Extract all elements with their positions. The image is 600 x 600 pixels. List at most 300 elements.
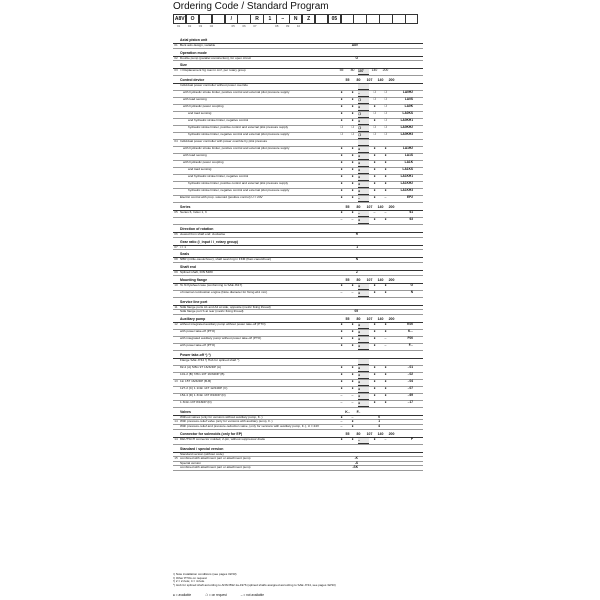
footnotes bbox=[173, 573, 423, 587]
row-text: hydraulic stroke limiter, negative control and external pilot pressure supply bbox=[188, 189, 290, 193]
position-number: 10 bbox=[296, 24, 301, 28]
order-code: K... bbox=[408, 328, 413, 333]
availability-cell: ● bbox=[358, 323, 369, 329]
column-header: 80 bbox=[356, 78, 361, 83]
availability-cell: ❍ bbox=[372, 132, 377, 137]
row-number: 12 bbox=[174, 321, 178, 326]
availability-cell: ● bbox=[384, 153, 387, 158]
availability-cell: – bbox=[384, 210, 387, 215]
order-code: K00 bbox=[407, 321, 413, 326]
availability-cell: ❍ bbox=[358, 112, 369, 118]
row-number: 03 bbox=[174, 68, 178, 73]
availability-cell: ● bbox=[340, 414, 343, 419]
availability-cell: ● bbox=[384, 188, 387, 193]
table-row bbox=[173, 401, 423, 408]
row-text: hydraulic stroke limiter, negative control and external pilot pressure supply bbox=[188, 133, 290, 137]
order-code: O bbox=[355, 55, 358, 60]
code-box bbox=[366, 14, 379, 24]
availability-cell: ● bbox=[373, 160, 376, 165]
availability-cell: ● bbox=[384, 371, 387, 376]
availability-cell: ● bbox=[340, 181, 343, 186]
row-text: and hydraulic stroke limiter, negative control bbox=[188, 175, 249, 179]
row-number: 08 bbox=[174, 257, 178, 262]
legend-item: – = not available bbox=[240, 593, 265, 597]
availability-cell: ● bbox=[351, 195, 354, 200]
column-header: 107 bbox=[366, 316, 373, 321]
availability-cell: – bbox=[340, 217, 343, 222]
availability-cell: ❍ bbox=[372, 125, 377, 130]
row-text: with load sensing bbox=[183, 98, 207, 102]
availability-cell: ● bbox=[340, 321, 343, 326]
order-code: LA1S bbox=[404, 153, 413, 158]
order-code: ..69 bbox=[407, 392, 413, 397]
column-header: 140 bbox=[377, 316, 384, 321]
availability-cell: ● bbox=[340, 97, 343, 102]
order-code: EP2 bbox=[406, 195, 413, 200]
availability-cell: ❍ bbox=[358, 133, 369, 139]
row-text: Special version bbox=[180, 461, 201, 465]
availability-cell: – bbox=[373, 210, 376, 215]
availability-cell: ● bbox=[340, 364, 343, 369]
availability-cell: ● bbox=[373, 282, 376, 287]
position-number: 06 bbox=[242, 24, 246, 28]
section bbox=[173, 205, 423, 225]
availability-cell: ● bbox=[358, 119, 369, 125]
availability-cell: ● bbox=[340, 195, 343, 200]
availability-cell: ● bbox=[340, 111, 343, 116]
availability-cell: ● bbox=[358, 105, 369, 111]
availability-cell: ● bbox=[351, 167, 354, 172]
position-number: 03 bbox=[198, 24, 203, 28]
section bbox=[173, 63, 423, 76]
order-code: 63 bbox=[409, 217, 413, 222]
order-code: LA0KH3 bbox=[400, 132, 413, 137]
availability-cell: 200 bbox=[382, 68, 389, 73]
column-header: 107 bbox=[366, 277, 373, 282]
row-text: SAE flange ports A1 and A2 at side, opposite (metric fixing thread) bbox=[180, 305, 271, 309]
availability-cell: ● bbox=[340, 146, 343, 151]
availability-cell: ● bbox=[384, 328, 387, 333]
position-number: 02 bbox=[187, 24, 192, 28]
row-number: 07 bbox=[174, 244, 178, 249]
availability-cell: ● bbox=[351, 364, 354, 369]
ordering-code-header bbox=[173, 0, 423, 28]
row-text: ≈ Displacement Vg max in cm³, per rotary group bbox=[180, 69, 246, 73]
position-number: 05 bbox=[231, 24, 235, 28]
section bbox=[173, 353, 423, 408]
code-box: A8V bbox=[174, 16, 185, 22]
section bbox=[173, 317, 423, 351]
availability-cell: ● bbox=[351, 153, 354, 158]
section bbox=[173, 300, 423, 315]
availability-cell: ● bbox=[358, 387, 369, 393]
table-row bbox=[173, 258, 423, 263]
row-text: 1in 15T 16/32DP (B-B) bbox=[180, 379, 212, 383]
availability-cell: ❍ bbox=[372, 97, 377, 102]
section-title: Power take-off ¹) ²) bbox=[180, 352, 211, 357]
availability-cell: ● bbox=[358, 291, 369, 297]
availability-cell: ❍ bbox=[350, 132, 355, 137]
column-header: 200 bbox=[388, 78, 395, 83]
row-text: with power take-off (PTO) bbox=[180, 329, 216, 333]
availability-cell: ● bbox=[358, 394, 369, 400]
availability-cell: ● bbox=[351, 371, 354, 376]
row-text: with hydraulic power coupling bbox=[183, 105, 224, 109]
availability-cell: ❍ bbox=[383, 125, 388, 130]
order-code: -S bbox=[354, 460, 358, 465]
availability-cell: ● bbox=[351, 385, 354, 390]
code-box: – bbox=[276, 14, 289, 24]
section-title: Seals bbox=[180, 252, 190, 257]
availability-cell: ● bbox=[358, 284, 369, 290]
position-numbers bbox=[173, 24, 423, 28]
availability-cell: ● bbox=[373, 399, 376, 404]
availability-cell: ● bbox=[351, 181, 354, 186]
availability-cell: ● bbox=[351, 321, 354, 326]
availability-cell: ❍ bbox=[339, 125, 344, 130]
order-code: 1 bbox=[378, 419, 380, 424]
availability-cell: ● bbox=[340, 104, 343, 109]
section-title: Shaft end bbox=[180, 264, 196, 269]
position-number bbox=[315, 24, 326, 28]
row-text: with hydraulic stroke limiter, positive control and external pilot pressure supply bbox=[183, 91, 290, 95]
row-number: 06 bbox=[174, 232, 178, 237]
legend-item: ● = available bbox=[173, 593, 192, 597]
section-title: Auxiliary pump bbox=[180, 316, 206, 321]
position-number: 04 bbox=[209, 24, 214, 28]
position-number bbox=[304, 24, 315, 28]
availability-cell: ● bbox=[384, 160, 387, 165]
column-header: 55 bbox=[345, 431, 350, 436]
availability-cell: ● bbox=[340, 342, 343, 347]
row-text: Double pump (parallel construction), for open circuit bbox=[180, 56, 251, 60]
row-number: 15 bbox=[174, 456, 178, 461]
availability-cell: ● bbox=[351, 90, 354, 95]
availability-cell: ● bbox=[384, 321, 387, 326]
row-text: 101-2 (B) 7/8in 13T 16/32DP (B) bbox=[180, 372, 225, 376]
availability-cell: ● bbox=[358, 189, 369, 195]
column-header: 80 bbox=[356, 277, 361, 282]
availability-cell: ● bbox=[373, 436, 376, 441]
availability-cell: – bbox=[340, 419, 343, 424]
row-text: Without valves (only for versions without auxiliary pump, K..) bbox=[180, 415, 263, 419]
availability-cell: ● bbox=[373, 153, 376, 158]
section-title: Size bbox=[180, 63, 188, 68]
row-text: Electric control with prop. solenoid (positive control) U = 24V bbox=[180, 196, 263, 200]
availability-cell: ❍ bbox=[383, 104, 388, 109]
order-code: LA1KH3 bbox=[400, 188, 413, 193]
row-number: 14 bbox=[174, 419, 178, 424]
column-header: 140 bbox=[377, 78, 384, 83]
availability-cell: ● bbox=[358, 161, 369, 167]
section-title: Service line port bbox=[180, 299, 208, 304]
availability-cell: ● bbox=[373, 321, 376, 326]
availability-cell: ● bbox=[384, 385, 387, 390]
section-title: Valves bbox=[180, 409, 191, 414]
availability-cell: – bbox=[384, 342, 387, 347]
row-text: combined with attachment part or attachment pump bbox=[180, 466, 251, 470]
row-text: Standard version (without code) bbox=[180, 452, 224, 456]
row-text: and load sensing bbox=[188, 112, 212, 116]
row-text: DEUTSCH connector molded, 2-pin, without suppressor diode bbox=[180, 437, 266, 441]
legend bbox=[173, 593, 264, 597]
section-title: Series bbox=[180, 205, 191, 210]
section bbox=[173, 432, 423, 445]
row-number: 04 bbox=[174, 139, 178, 144]
row-text: Series 6, Index 1, 3 bbox=[180, 211, 207, 215]
availability-cell: – bbox=[384, 195, 387, 200]
availability-cell bbox=[380, 359, 391, 365]
footnote: ⁴) Hub for splined shaft according to ANSI B92.1a-1976 (splined shafts assigned according to SAE J744, see pages 32/33) bbox=[173, 582, 336, 587]
row-text: combined with attachment part or attachment pump bbox=[180, 457, 251, 461]
table-row bbox=[173, 196, 423, 203]
order-code: LA1H2 bbox=[402, 146, 413, 151]
order-code: F... bbox=[408, 342, 413, 347]
page-title: Ordering Code / Standard Program bbox=[173, 1, 329, 12]
availability-cell: ● bbox=[384, 146, 387, 151]
order-code: LA0KH1 bbox=[400, 118, 413, 123]
order-code: LA1KS bbox=[402, 167, 413, 172]
availability-cell: ● bbox=[340, 210, 343, 215]
footnote: ¹) Note installation conditions (see pages 32/33) bbox=[173, 572, 237, 576]
availability-cell: ● bbox=[358, 366, 369, 372]
availability-cell: ● bbox=[340, 282, 343, 287]
column-header: 80 bbox=[356, 205, 361, 210]
table-row bbox=[173, 218, 423, 225]
position-number bbox=[358, 24, 369, 28]
order-code: LA0S bbox=[404, 97, 413, 102]
order-code: N bbox=[410, 289, 413, 294]
row-number: 11 bbox=[174, 304, 178, 309]
column-header: 140 bbox=[377, 431, 384, 436]
availability-cell: ● bbox=[340, 167, 343, 172]
availability-cell: ● bbox=[351, 118, 354, 123]
availability-cell: ● bbox=[358, 330, 369, 336]
availability-cell: ● bbox=[340, 371, 343, 376]
availability-cell: ● bbox=[373, 188, 376, 193]
row-text: NBR (nitrile-caoutchouc), shaft seal ring in FKM (fluor-caoutchouc) bbox=[180, 258, 272, 262]
availability-cell: ● bbox=[384, 282, 387, 287]
row-text: and hydraulic stroke limiter, negative control bbox=[188, 119, 249, 123]
availability-cell: – bbox=[351, 399, 354, 404]
order-code: G bbox=[410, 282, 413, 287]
availability-cell: ● bbox=[340, 174, 343, 179]
column-header: 80 bbox=[356, 431, 361, 436]
availability-cell: ● bbox=[351, 328, 354, 333]
code-box bbox=[353, 14, 366, 24]
position-number bbox=[260, 24, 271, 28]
availability-cell: ● bbox=[384, 399, 387, 404]
availability-cell: ● bbox=[384, 378, 387, 383]
section bbox=[173, 252, 423, 263]
row-text: 127-2 (C) 1 1/4in 14T 12/24DP (C) bbox=[180, 386, 228, 390]
column-header: 200 bbox=[388, 316, 395, 321]
code-box bbox=[199, 14, 212, 24]
column-header: 55 bbox=[345, 78, 350, 83]
availability-cell: ● bbox=[384, 167, 387, 172]
row-text: with load sensing bbox=[183, 154, 207, 158]
availability-cell: ● bbox=[351, 282, 354, 287]
row-text: with hydraulic power coupling bbox=[183, 161, 224, 165]
position-number: 08 bbox=[275, 24, 279, 28]
table-row bbox=[173, 310, 423, 315]
section-title: Axial piston unit bbox=[180, 38, 208, 42]
order-code: 05 bbox=[354, 309, 358, 314]
row-number: 02 bbox=[174, 55, 178, 60]
availability-cell: – bbox=[351, 217, 354, 222]
section-title: Connector for solenoids (only for EP) bbox=[180, 431, 243, 436]
availability-cell: ● bbox=[373, 378, 376, 383]
column-header: F.. bbox=[356, 409, 361, 414]
table-row bbox=[173, 57, 423, 62]
order-code: LA0KH2 bbox=[400, 125, 413, 130]
row-text: Individual power controller without power override bbox=[180, 84, 248, 88]
availability-cell: ● bbox=[351, 419, 354, 424]
row-text: with power take-off (PTO) bbox=[180, 343, 216, 347]
order-code: LA0KS bbox=[402, 111, 413, 116]
order-code bbox=[391, 359, 415, 365]
availability-cell: ❍ bbox=[383, 118, 388, 123]
availability-cell: ● bbox=[384, 392, 387, 397]
section-title: Mounting flange bbox=[180, 277, 208, 282]
order-code: -K bbox=[354, 456, 358, 461]
position-number bbox=[325, 24, 336, 28]
availability-cell: ❍ bbox=[339, 132, 344, 137]
row-text bbox=[179, 218, 336, 224]
code-box: N bbox=[289, 14, 302, 24]
order-code bbox=[391, 69, 415, 75]
availability-cell: ❍ bbox=[358, 126, 369, 132]
availability-cell: ● bbox=[358, 218, 369, 224]
order-code: P bbox=[410, 436, 413, 441]
table-row bbox=[173, 69, 423, 76]
code-box: 1 bbox=[263, 14, 276, 24]
order-code: LA0K bbox=[404, 104, 413, 109]
row-text: Bent axis design, variable bbox=[180, 44, 216, 47]
availability-cell: ● bbox=[384, 174, 387, 179]
table-row bbox=[173, 233, 423, 238]
section bbox=[173, 410, 423, 430]
availability-cell: ● bbox=[351, 378, 354, 383]
availability-cell: ● bbox=[384, 289, 387, 294]
availability-cell: ❍ bbox=[350, 125, 355, 130]
availability-cell: ● bbox=[373, 146, 376, 151]
availability-cell: ● bbox=[358, 182, 369, 188]
availability-cell: ● bbox=[351, 188, 354, 193]
availability-cell: ● bbox=[373, 167, 376, 172]
column-header: 107 bbox=[366, 205, 373, 210]
availability-cell: ● bbox=[358, 401, 369, 407]
availability-cell: – bbox=[351, 392, 354, 397]
column-header: 140 bbox=[377, 205, 384, 210]
availability-cell: ● bbox=[340, 385, 343, 390]
row-number: 01 bbox=[174, 43, 178, 47]
position-number bbox=[369, 24, 380, 28]
order-code: ..04 bbox=[407, 378, 413, 383]
table-row bbox=[173, 291, 423, 298]
availability-cell bbox=[347, 359, 358, 365]
availability-cell: – bbox=[340, 399, 343, 404]
section bbox=[173, 265, 423, 276]
availability-cell: ● bbox=[340, 90, 343, 95]
availability-cell: ● bbox=[358, 337, 369, 343]
row-text: Splined shaft, DIN 5480 bbox=[180, 270, 213, 274]
row-text: with integrated auxiliary pump without power take-off (PTO) bbox=[180, 336, 262, 340]
code-box: O bbox=[186, 14, 199, 24]
row-text: i = 1 bbox=[180, 245, 186, 249]
section-title: Operation mode bbox=[180, 50, 207, 55]
availability-cell: ● bbox=[340, 118, 343, 123]
availability-cell: ● bbox=[373, 289, 376, 294]
availability-cell: ● bbox=[373, 385, 376, 390]
section bbox=[173, 51, 423, 62]
availability-cell: – bbox=[340, 289, 343, 294]
availability-cell: ● bbox=[340, 160, 343, 165]
availability-cell: ● bbox=[373, 364, 376, 369]
row-number: 10 bbox=[174, 282, 178, 287]
order-code: ..17 bbox=[407, 399, 413, 404]
row-number: 05 bbox=[174, 210, 178, 215]
availability-cell: ● bbox=[358, 373, 369, 379]
column-header: 140 bbox=[377, 277, 384, 282]
order-code: N bbox=[355, 257, 358, 262]
row-text: To fit flywheel case (conforming to SAE J617) bbox=[180, 283, 243, 287]
code-box bbox=[341, 14, 354, 24]
availability-cell: ● bbox=[373, 335, 376, 340]
availability-cell: ● bbox=[351, 111, 354, 116]
row-text: and load sensing bbox=[188, 168, 212, 172]
code-box: R bbox=[250, 14, 263, 24]
table-row bbox=[173, 466, 423, 471]
availability-cell: – bbox=[358, 211, 369, 217]
availability-cell: ● bbox=[340, 188, 343, 193]
availability-cell bbox=[358, 140, 369, 146]
availability-cell: ● bbox=[358, 380, 369, 386]
availability-cell: – bbox=[351, 289, 354, 294]
availability-cell: – bbox=[340, 392, 343, 397]
availability-cell: ● bbox=[373, 174, 376, 179]
availability-cell: ● bbox=[351, 423, 354, 428]
column-header: 55 bbox=[345, 316, 350, 321]
column-header: K.. bbox=[345, 409, 350, 414]
availability-cell: ● bbox=[358, 344, 369, 350]
order-code: LA1K bbox=[404, 160, 413, 165]
row-text: viewed from shaft end: clockwise bbox=[180, 233, 226, 237]
section bbox=[173, 38, 423, 49]
section bbox=[173, 278, 423, 298]
availability-cell: ● bbox=[351, 146, 354, 151]
availability-cell: ● bbox=[358, 175, 369, 181]
availability-cell: – bbox=[340, 423, 343, 428]
row-number: 13 bbox=[174, 378, 178, 383]
position-number bbox=[347, 24, 358, 28]
availability-cell: ● bbox=[340, 335, 343, 340]
column-header: 200 bbox=[388, 431, 395, 436]
order-code: Z bbox=[356, 269, 358, 274]
table-row bbox=[173, 246, 423, 251]
code-box bbox=[315, 14, 328, 24]
table-row bbox=[173, 438, 423, 445]
availability-cell bbox=[336, 359, 347, 365]
section-title: Gear ratio (i_input / i_rotary group) bbox=[180, 239, 238, 244]
availability-cell: ● bbox=[351, 97, 354, 102]
availability-cell: ● bbox=[340, 378, 343, 383]
availability-cell: ● bbox=[373, 217, 376, 222]
section-title: Standard / special version bbox=[180, 446, 224, 451]
order-code: 1 bbox=[356, 244, 358, 249]
availability-cell: – bbox=[358, 438, 369, 444]
section bbox=[173, 447, 423, 471]
